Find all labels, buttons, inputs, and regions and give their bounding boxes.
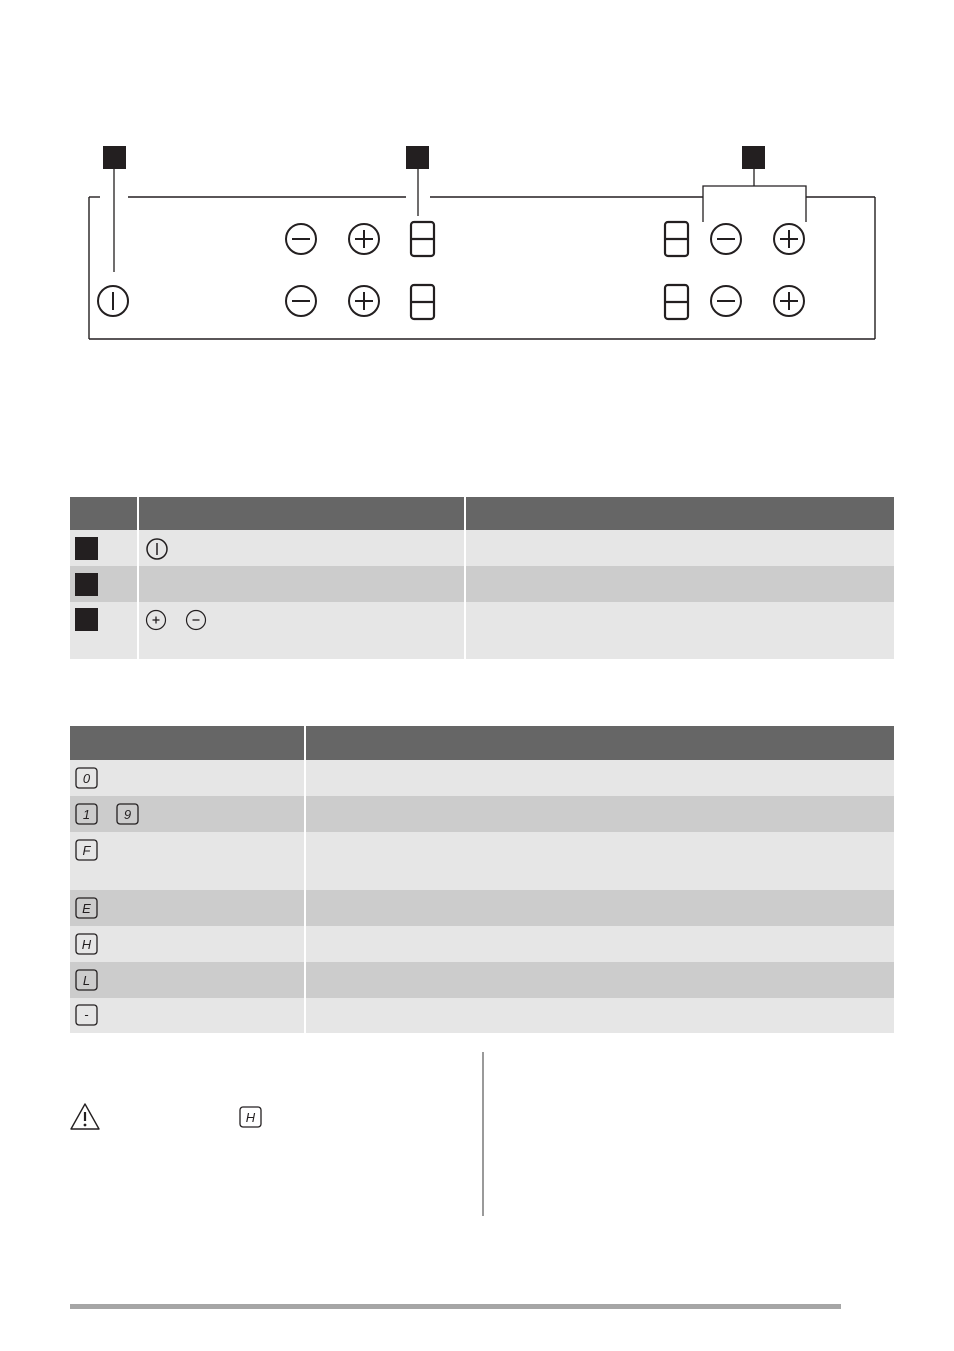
heat-setting-display bbox=[665, 285, 688, 319]
svg-text:E: E bbox=[82, 901, 91, 916]
display-symbol-h bbox=[239, 1106, 262, 1128]
svg-text:H: H bbox=[81, 937, 92, 952]
plus-icon[interactable] bbox=[774, 224, 804, 254]
warning-triangle-icon bbox=[69, 1102, 101, 1131]
minus-icon[interactable] bbox=[286, 286, 316, 316]
power-icon bbox=[145, 537, 169, 561]
minus-icon[interactable] bbox=[711, 286, 741, 316]
table-row bbox=[70, 796, 894, 832]
footer-rule bbox=[70, 1304, 841, 1309]
table-row bbox=[70, 998, 894, 1033]
svg-text:F: F bbox=[82, 843, 91, 858]
row-marker-1 bbox=[75, 537, 98, 560]
plus-icon[interactable] bbox=[349, 286, 379, 316]
display-symbol-e bbox=[75, 897, 98, 919]
table-row bbox=[70, 832, 894, 890]
svg-text:9: 9 bbox=[123, 807, 132, 822]
power-icon[interactable] bbox=[98, 286, 128, 316]
table-row bbox=[70, 566, 894, 602]
display-symbol-f bbox=[75, 839, 98, 861]
table-header bbox=[70, 726, 894, 760]
display-symbol-l bbox=[75, 969, 98, 991]
minus-icon[interactable] bbox=[711, 224, 741, 254]
display-symbol-dash bbox=[75, 1004, 98, 1026]
heat-setting-display bbox=[411, 285, 434, 319]
svg-text:-: - bbox=[84, 1007, 89, 1022]
minus-icon bbox=[185, 609, 207, 631]
svg-text:1: 1 bbox=[82, 807, 91, 822]
display-symbol-h bbox=[75, 933, 98, 955]
svg-text:H: H bbox=[245, 1110, 256, 1125]
display-symbol-0 bbox=[75, 767, 98, 789]
svg-text:L: L bbox=[82, 973, 91, 988]
plus-icon bbox=[145, 609, 167, 631]
column-divider bbox=[482, 1052, 484, 1216]
table-row bbox=[70, 890, 894, 926]
minus-icon[interactable] bbox=[286, 224, 316, 254]
svg-text:0: 0 bbox=[82, 771, 91, 786]
heat-setting-display bbox=[665, 222, 688, 256]
table-row bbox=[70, 530, 894, 566]
table-header bbox=[70, 497, 894, 530]
display-symbol-1 bbox=[75, 803, 98, 825]
row-marker-2 bbox=[75, 573, 98, 596]
control-panel-diagram bbox=[0, 0, 954, 360]
table-row bbox=[70, 760, 894, 796]
heat-setting-display bbox=[411, 222, 434, 256]
plus-icon[interactable] bbox=[774, 286, 804, 316]
display-symbol-9 bbox=[116, 803, 139, 825]
row-marker-3 bbox=[75, 608, 98, 631]
table-row bbox=[70, 926, 894, 962]
callout-bracket-3 bbox=[703, 186, 806, 222]
table-row bbox=[70, 962, 894, 998]
plus-icon[interactable] bbox=[349, 224, 379, 254]
